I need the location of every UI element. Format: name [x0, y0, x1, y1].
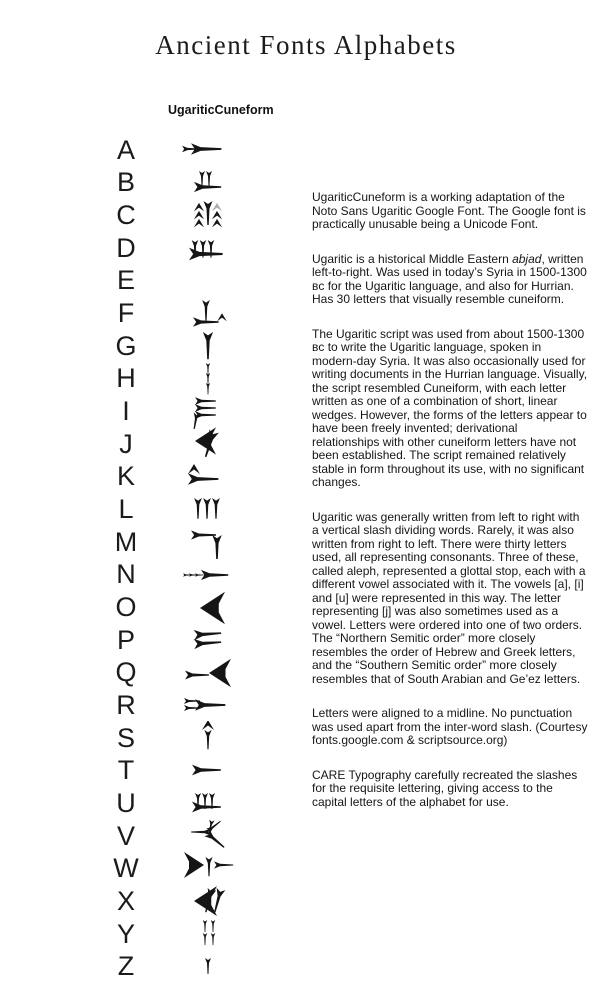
latin-letter: S: [116, 722, 135, 753]
alphabet-row: [103, 363, 242, 396]
alphabet-row: [103, 754, 242, 787]
paragraph-text: CARE Typography carefully recreated the slashes for the requisite lettering, giving access to the capital letters of the alphabet for use.: [312, 767, 578, 809]
cuneiform-glyph-icon: [178, 819, 242, 853]
font-name-label: UgariticCuneform: [168, 103, 274, 117]
latin-letter: P: [116, 624, 135, 655]
paragraph-text: UgariticCuneform is a working adaptation of the Noto Sans Ugaritic Google Font. The Google font is practically unusable being a Unicode Font.: [312, 190, 586, 231]
alphabet-row: [103, 167, 242, 200]
latin-letter: X: [116, 885, 135, 916]
cuneiform-glyph-icon: [178, 688, 242, 722]
description-paragraph: [312, 328, 588, 490]
latin-letter: Z: [117, 951, 135, 982]
cuneiform-glyph-icon: [178, 493, 242, 527]
alphabet-row: [103, 820, 242, 853]
cuneiform-glyph-icon: [178, 950, 242, 984]
latin-letter: F: [117, 298, 135, 329]
alphabet-row: [103, 265, 242, 298]
cuneiform-glyph-icon: [178, 558, 242, 592]
cuneiform-glyph-icon: [178, 133, 242, 167]
latin-letter: N: [116, 559, 136, 590]
latin-letter: Y: [116, 918, 135, 949]
cuneiform-glyph-icon: [178, 264, 242, 298]
alphabet-row: [103, 297, 242, 330]
latin-letter: K: [116, 461, 135, 492]
alphabet-row: [103, 591, 242, 624]
cuneiform-glyph-icon: [178, 427, 242, 461]
latin-letter: G: [115, 330, 137, 361]
cuneiform-glyph-icon: [178, 754, 242, 788]
alphabet-row: [103, 918, 242, 951]
alphabet-row: [103, 624, 242, 657]
alphabet-row: [103, 722, 242, 755]
description-paragraph: [312, 769, 588, 810]
latin-letter: A: [116, 134, 135, 165]
latin-letter: T: [117, 755, 135, 786]
page-title: Ancient Fonts Alphabets: [155, 30, 457, 60]
latin-letter: U: [116, 787, 136, 818]
description-paragraph: [312, 253, 588, 307]
cuneiform-glyph-icon: [178, 199, 242, 233]
latin-letter: V: [116, 820, 135, 851]
description-paragraph: [312, 511, 588, 687]
alphabet-row: [103, 428, 242, 461]
latin-letter: E: [116, 265, 135, 296]
latin-letter: H: [116, 363, 136, 394]
alphabet-row: [103, 395, 242, 428]
latin-letter: W: [113, 853, 139, 884]
paragraph-text: , written left-to-right. Was used in today’s Syria in 1500-1300 ʙᴄ for the Ugaritic language, and also for Hurrian. Has 30 letters that visually resemble cuneiform.: [312, 251, 587, 306]
paragraph-text: Ugaritic was generally written from left to right with a vertical slash dividing words. Rarely, it was also written from right to left. There were thirty letters used, all representing consonants. Three of these, called aleph, represented a glottal stop, each with a different vowel associated with it. The vowels [a], [i] and [u] were represented in this way. The letter representing [j] was also sometimes used as a vowel. Letters were ordered into one of two orders. The “Northern Semitic order” more closely resembles the order of Hebrew and Greek letters, and the “Southern Semitic order” more closely resembles that of South Arabian and Ge’ez letters.: [312, 509, 586, 686]
description-column: [312, 191, 588, 830]
alphabet-row: [103, 461, 242, 494]
alphabet-row: [103, 852, 242, 885]
cuneiform-glyph-icon: [178, 525, 242, 559]
alphabet-row: [103, 689, 242, 722]
cuneiform-glyph-icon: [178, 656, 242, 690]
alphabet-row: [103, 559, 242, 592]
latin-letter: L: [118, 494, 134, 525]
cuneiform-glyph-icon: [178, 786, 242, 820]
paragraph-text: Ugaritic is a historical Middle Eastern: [312, 251, 513, 266]
cuneiform-glyph-icon: [178, 231, 242, 265]
cuneiform-glyph-icon: [178, 623, 242, 657]
alphabet-table: [103, 134, 242, 983]
alphabet-row: [103, 950, 242, 983]
cuneiform-glyph-icon: [178, 329, 242, 363]
alphabet-row: [103, 885, 242, 918]
description-paragraph: [312, 707, 588, 748]
cuneiform-glyph-icon: [178, 884, 242, 918]
latin-letter: O: [115, 592, 137, 623]
alphabet-row: [103, 199, 242, 232]
paragraph-text: The Ugaritic script was used from about 1500-1300 ʙᴄ to write the Ugaritic language, spoken in modern-day Syria. It was also occasionally used for writing documents in the Hurrian language. Visually, the script resembled Cuneiform, with each letter written as one of a combination of short, linear wedges. However, the forms of the letters appear to have been freely invented; derivational relationships with other cuneiform letters have not been established. The script remained relatively stable in form throughout its use, with no significant changes.: [312, 326, 588, 489]
cuneiform-glyph-icon: [178, 362, 242, 396]
alphabet-row: [103, 787, 242, 820]
alphabet-row: [103, 657, 242, 690]
latin-letter: M: [114, 526, 138, 557]
cuneiform-glyph-icon: [178, 297, 242, 331]
alphabet-row: [103, 134, 242, 167]
paragraph-text: Letters were aligned to a midline. No punctuation was used apart from the inter-word slash. (Courtesy fonts.google.com & scriptsource.org): [312, 706, 588, 747]
alphabet-row: [103, 330, 242, 363]
latin-letter: Q: [115, 657, 137, 688]
latin-letter: J: [119, 428, 133, 459]
alphabet-row: [103, 493, 242, 526]
cuneiform-glyph-icon: [178, 917, 242, 951]
latin-letter: I: [122, 396, 130, 427]
cuneiform-glyph-icon: [178, 852, 242, 886]
latin-letter: D: [116, 232, 136, 263]
description-paragraph: [312, 191, 588, 232]
cuneiform-glyph-icon: [178, 591, 242, 625]
cuneiform-glyph-icon: [178, 721, 242, 755]
alphabet-row: [103, 526, 242, 559]
cuneiform-glyph-icon: [178, 395, 242, 429]
cuneiform-glyph-icon: [178, 460, 242, 494]
latin-letter: B: [116, 167, 135, 198]
cuneiform-glyph-icon: [178, 166, 242, 200]
latin-letter: C: [116, 200, 136, 231]
latin-letter: R: [116, 689, 136, 720]
italic-term: abjad: [512, 251, 542, 266]
alphabet-row: [103, 232, 242, 265]
